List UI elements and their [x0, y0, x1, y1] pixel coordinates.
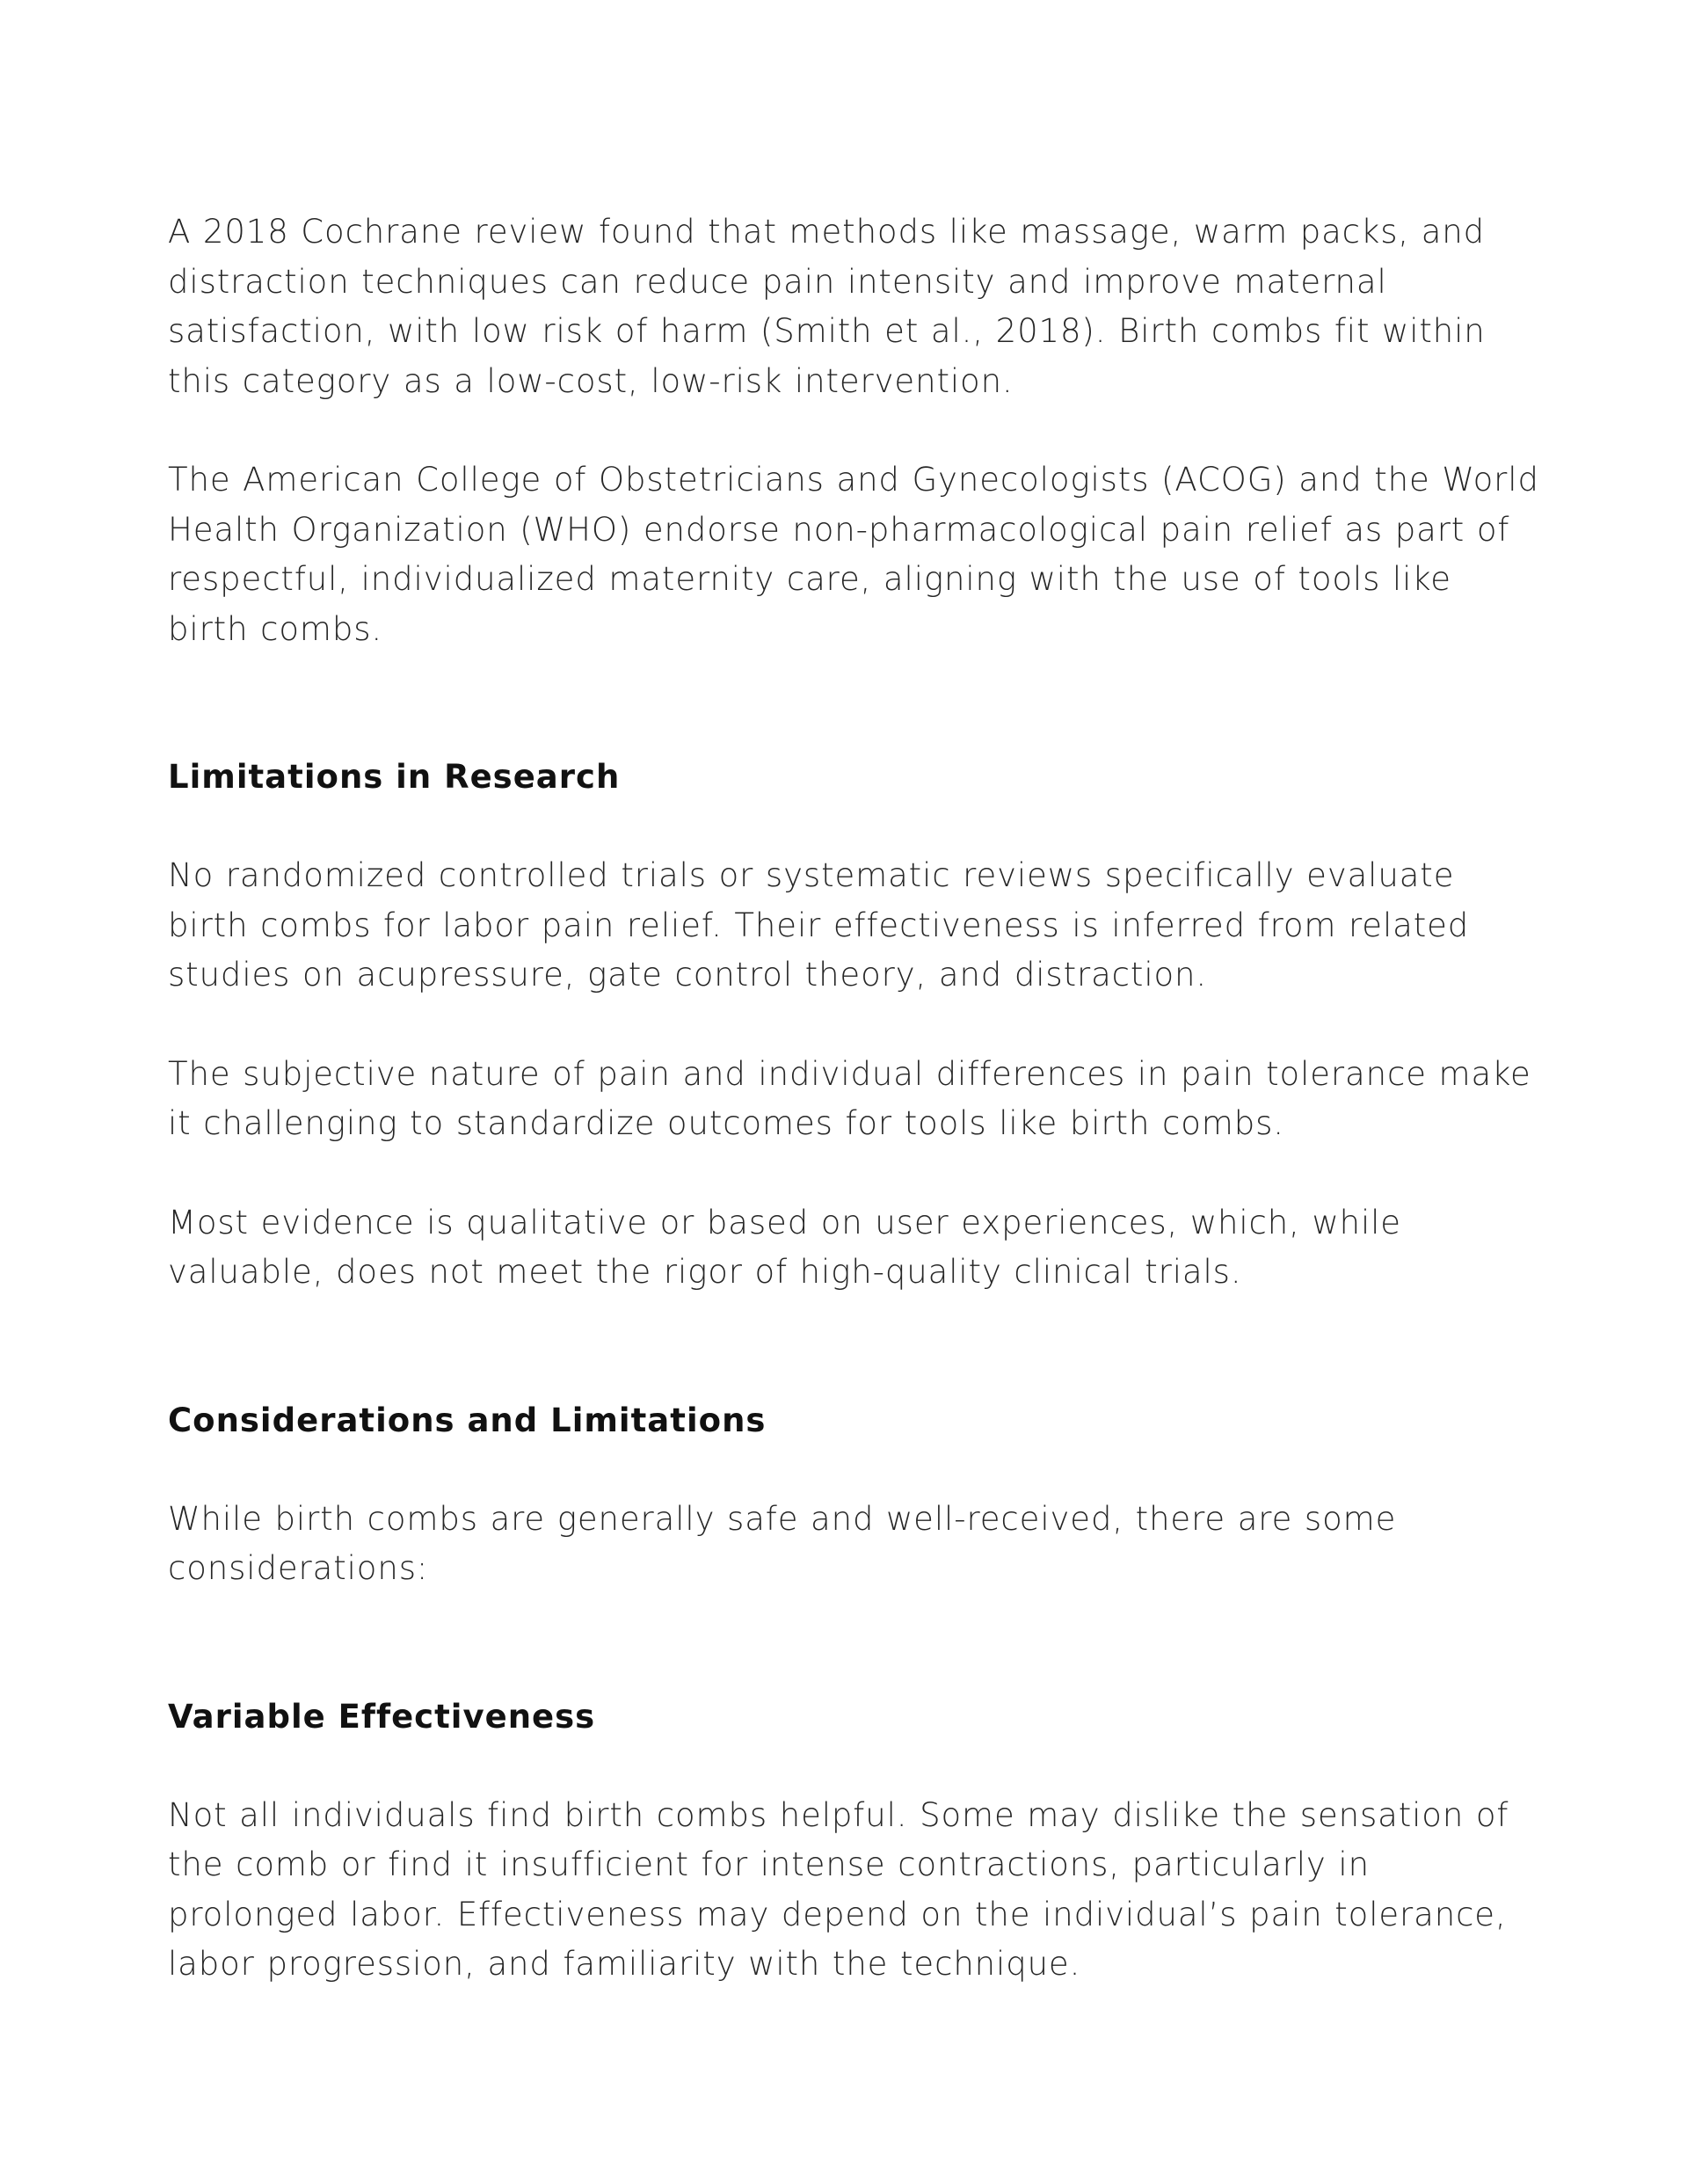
paragraph-subjective-pain: The subjective nature of pain and individual differences in pain tolerance make it challenging to standardize outcomes for tools like birth combs. [168, 1054, 1531, 1142]
paragraph-qualitative-evidence: Most evidence is qualitative or based on user experiences, which, while valuable, does not meet the rigor of high-quality clinical trials. [168, 1203, 1401, 1291]
paragraph-variable-effectiveness: Not all individuals find birth combs helpful. Some may dislike the sensation of the comb or find it insufficient for intense contractions, particularly in prolonged labor. Effectiveness may depend on the individual’s pain tolerance, labor progression, and familiarity with the technique. [168, 1795, 1509, 1983]
paragraph-no-rcts: No randomized controlled trials or systematic reviews specifically evaluate birth combs for labor pain relief. Their effectiveness is inferred from related studies on acupressure, gate control theory, and distraction. [168, 856, 1470, 994]
document-body [168, 207, 1539, 1990]
heading-considerations-and-limitations: Considerations and Limitations [168, 1401, 767, 1439]
paragraph-acog-who: The American College of Obstetricians and Gynecologists (ACOG) and the World Health Organization (WHO) endorse non-pharmacological pain relief as part of respectful, individualized maternity care, aligning with the use of tools like birth combs. [168, 461, 1539, 648]
heading-limitations-in-research: Limitations in Research [168, 758, 621, 796]
heading-variable-effectiveness: Variable Effectiveness [168, 1697, 596, 1736]
paragraph-cochrane-review: A 2018 Cochrane review found that methods like massage, warm packs, and distraction techniques can reduce pain intensity and improve maternal satisfaction, with low risk of harm (Smith et al., 2018). Birth combs fit within this category as a low-cost, low-risk intervention. [168, 213, 1486, 400]
paragraph-considerations-intro: While birth combs are generally safe and well-received, there are some considerations: [168, 1499, 1397, 1587]
